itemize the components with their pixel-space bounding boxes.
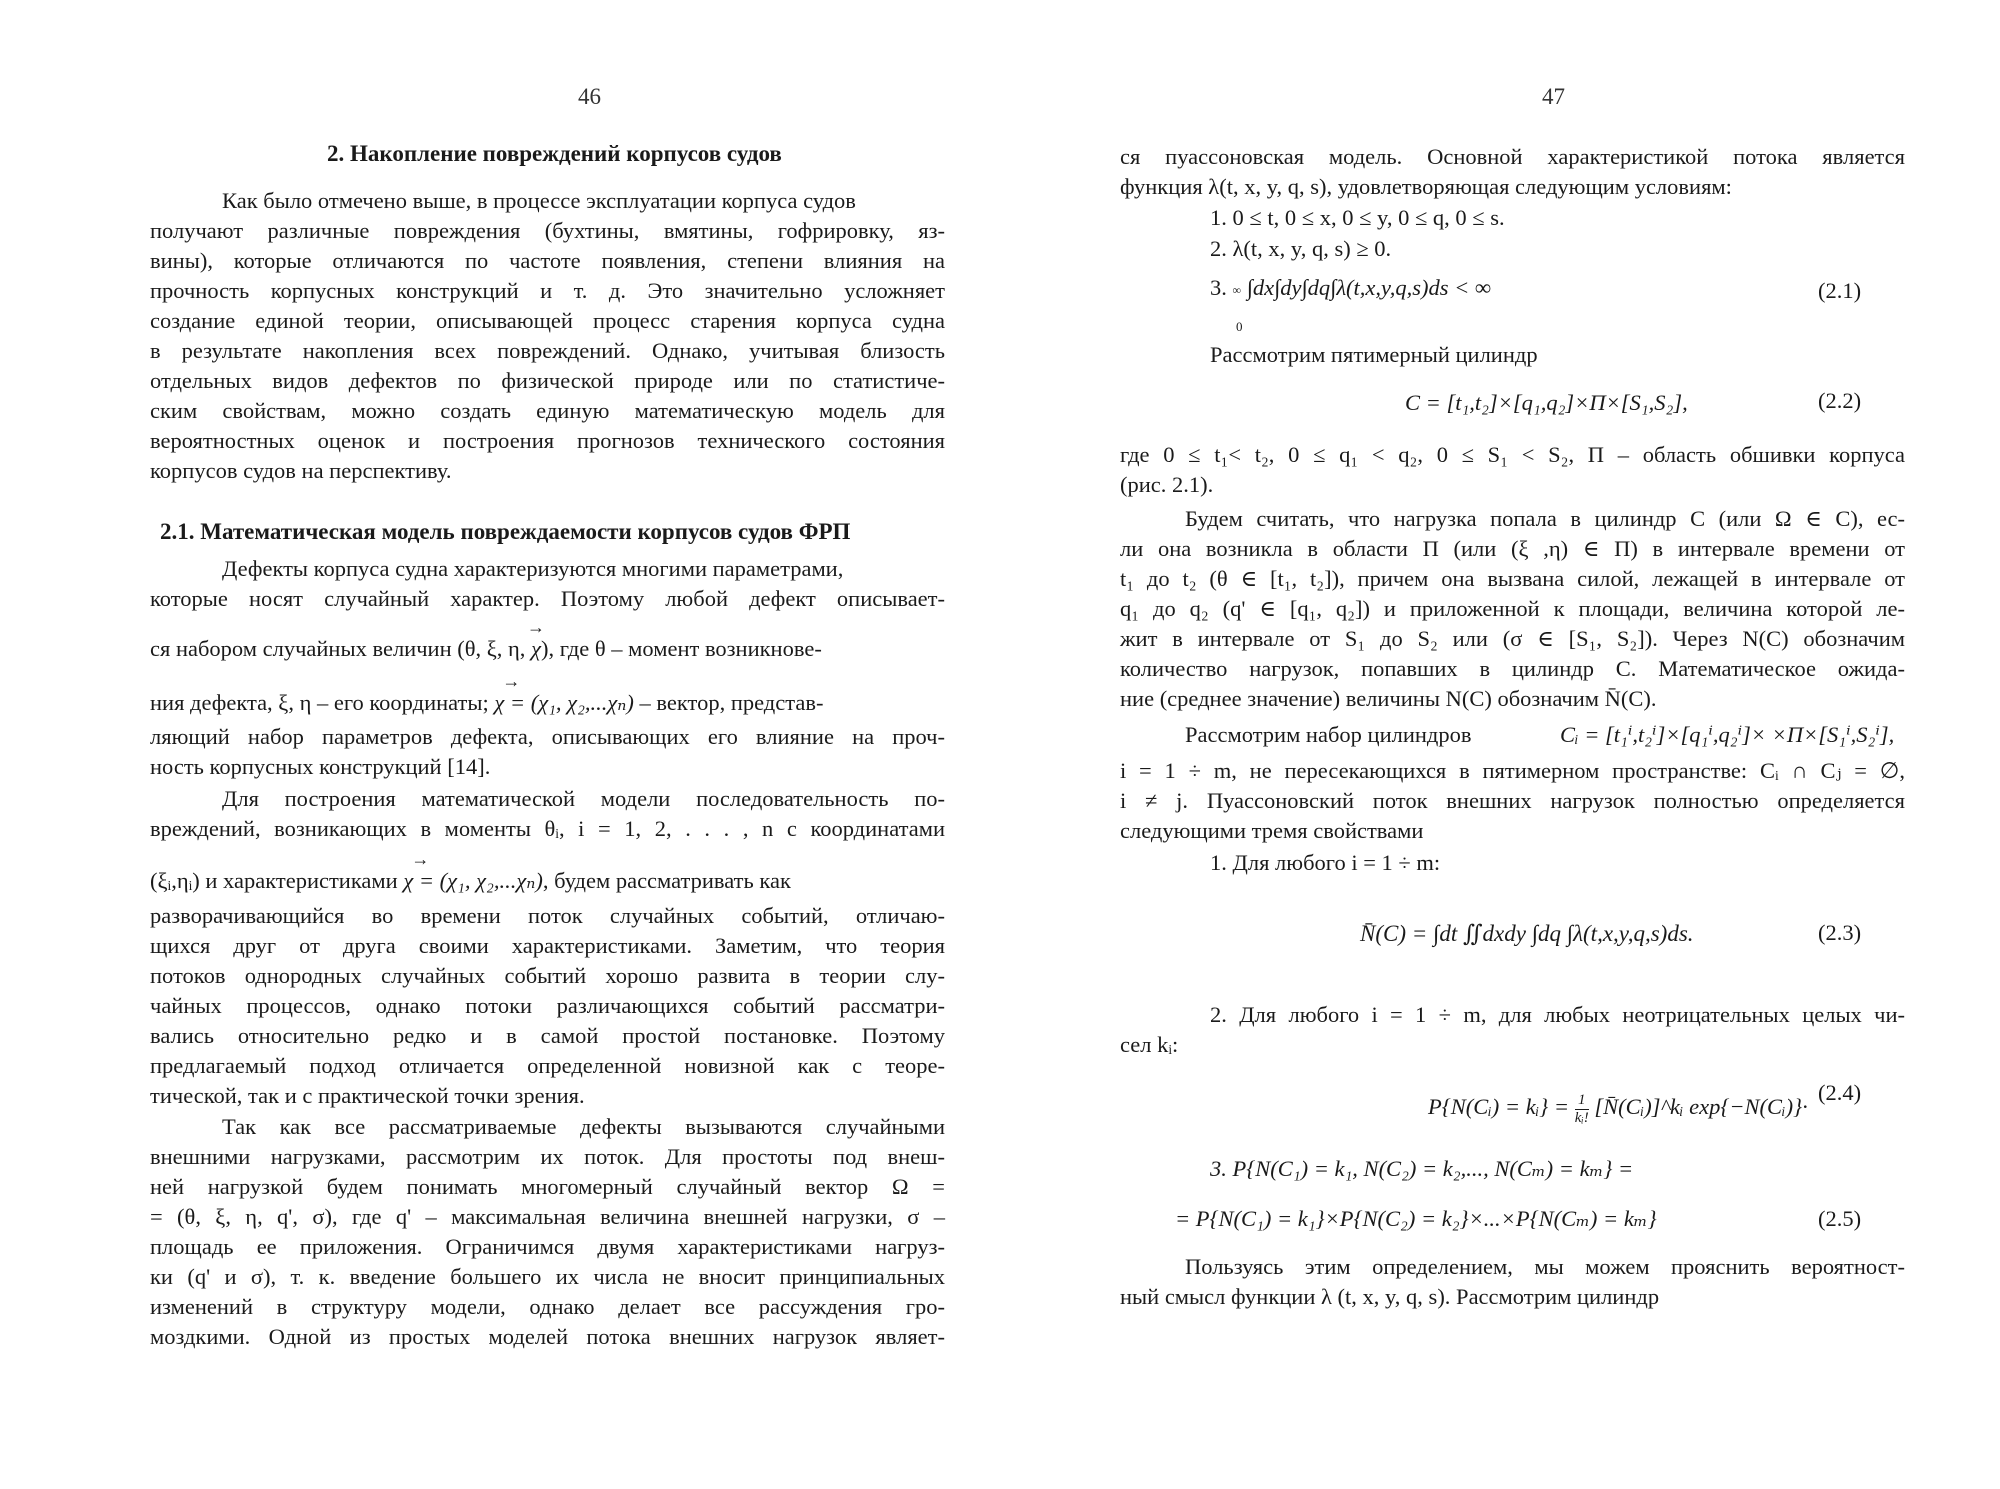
text-line: 2. Для любого i = 1 ÷ m, для любых неотрицательных целых чи- xyxy=(1210,1002,1905,1027)
right-page xyxy=(1000,0,2000,1489)
text-line: вались относительно редко и в самой простой постановке. Поэтому xyxy=(150,1023,945,1048)
text-line: ние (среднее значение) величины N(C) обозначим N̄(C). xyxy=(1120,686,1657,711)
text-line: ния дефекта, ξ, η – его координаты; → χ = (χ₁, χ₂,...χₙ) – вектор, представ- xyxy=(150,671,824,715)
text-line: щихся друг от друга своими характеристиками. Заметим, что теория xyxy=(150,933,945,958)
text-line: жит в интервале от S₁ до S₂ или (σ ∈ [S₁, S₂]). Через N(C) обозначим xyxy=(1120,626,1905,651)
text-line: (ξᵢ,ηᵢ) и характеристиками → χ = (χ₁, χ₂,...χₙ), будем рассматривать как xyxy=(150,849,791,893)
text-line: количество нагрузок, попавших в цилиндр C. Математическое ожида- xyxy=(1120,656,1905,681)
text-line: Рассмотрим набор цилиндров xyxy=(1185,722,1472,747)
text-line: тической, так и с практической точки зрения. xyxy=(150,1083,585,1108)
text-line: ли она возникла в области Π (или (ξ ,η) ∈ Π) в интервале времени от xyxy=(1120,536,1905,561)
equation-2-4: P{N(Cᵢ) = kᵢ} = $\frac{1}{\text{kᵢ!}}$ [N̄(Cᵢ)]^kᵢ exp{−N(Cᵢ)}· xyxy=(1428,1092,1808,1126)
text-line: создание единой теории, описывающей процесс старения корпуса судна xyxy=(150,308,945,333)
chi-vector-definition: → χ = (χ₁, χ₂,...χₙ) xyxy=(403,849,543,893)
text-line: изменений в структуру модели, однако делает все рассуждения гро- xyxy=(150,1294,945,1319)
text-line: где 0 ≤ t₁< t₂, 0 ≤ q₁ < q₂, 0 ≤ S₁ < S₂, Π – область обшивки корпуса xyxy=(1120,442,1905,467)
equation-number: (2.5) xyxy=(1818,1206,1862,1231)
equation-number: (2.3) xyxy=(1818,920,1862,945)
equation-number: (2.4) xyxy=(1818,1080,1862,1105)
text-line: потоков однородных случайных событий хорошо развита в теории слу- xyxy=(150,963,945,988)
integral-lower-limits: 0 xyxy=(1236,319,1243,334)
equation-number: (2.2) xyxy=(1818,388,1862,413)
text-line: отдельных видов дефектов по физической природе или по статистиче- xyxy=(150,368,945,393)
text-line: i ≠ j. Пуассоновский поток внешних нагрузок полностью определяется xyxy=(1120,788,1905,813)
property-3-line-2: = P{N(C₁) = k₁}×P{N(C₂) = k₂}×...×P{N(Cₘ) = kₘ} xyxy=(1175,1206,1657,1231)
text-line: вероятностных оценок и построения прогнозов технического состояния xyxy=(150,428,945,453)
text-line: Пользуясь этим определением, мы можем прояснить вероятност- xyxy=(1185,1254,1905,1279)
text-line: Так как все рассматриваемые дефекты вызываются случайными xyxy=(222,1114,945,1139)
equation-2-3: N̄(C) = ∫dt ∬dxdy ∫dq ∫λ(t,x,y,q,s)ds. xyxy=(1360,921,1694,946)
page-number: 46 xyxy=(578,84,601,109)
text-line: которые носят случайный характер. Поэтому любой дефект описывает- xyxy=(150,586,945,611)
text-line: Рассмотрим пятимерный цилиндр xyxy=(1210,342,1538,367)
text-line: площадь ее приложения. Ограничимся двумя характеристиками нагруз- xyxy=(150,1234,945,1259)
text-line: сел kᵢ: xyxy=(1120,1032,1179,1057)
text-line: функция λ(t, x, y, q, s), удовлетворяющая следующим условиям: xyxy=(1120,174,1732,199)
text-line: Дефекты корпуса судна характеризуются многими параметрами, xyxy=(222,556,844,581)
text-line: Для построения математической модели последовательность по- xyxy=(222,786,945,811)
equation-number: (2.1) xyxy=(1818,278,1862,303)
text-line: Как было отмечено выше, в процессе эксплуатации корпуса судов xyxy=(222,188,856,213)
text-line: ней нагрузкой будем понимать многомерный случайный вектор Ω = xyxy=(150,1174,945,1199)
cylinder-formula: C = [t₁,t₂]×[q₁,q₂]×Π×[S₁,S₂], xyxy=(1405,390,1688,415)
condition-3-formula: ∫dx∫dy∫dq∫λ(t,x,y,q,s)ds < ∞ xyxy=(1246,275,1492,300)
property-3-line-1: 3. P{N(C₁) = k₁, N(C₂) = k₂,..., N(Cₘ) = kₘ} = xyxy=(1210,1156,1634,1181)
text-line: ляющий набор параметров дефекта, описывающих его влияние на проч- xyxy=(150,724,945,749)
property-1: 1. Для любого i = 1 ÷ m: xyxy=(1210,850,1441,875)
text-line: (рис. 2.1). xyxy=(1120,472,1214,497)
condition-1: 1. 0 ≤ t, 0 ≤ x, 0 ≤ y, 0 ≤ q, 0 ≤ s. xyxy=(1210,205,1505,230)
text-line: предлагаемый подход отличается определенной новизной как с теоре- xyxy=(150,1053,945,1078)
text-line: i = 1 ÷ m, не пересекающихся в пятимерном пространстве: Cᵢ ∩ Cⱼ = ∅, xyxy=(1120,758,1905,783)
cylinder-set-formula: Cᵢ = [t₁ⁱ,t₂ⁱ]×[q₁ⁱ,q₂ⁱ]× ×Π×[S₁ⁱ,S₂ⁱ], xyxy=(1560,722,1895,747)
text-line: следующими тремя свойствами xyxy=(1120,818,1424,843)
text-line: разворачивающийся во времени поток случайных событий, отличаю- xyxy=(150,903,945,928)
subsection-title: 2.1. Математическая модель повреждаемости корпусов судов ФРП xyxy=(160,519,851,544)
text-line: q₁ до q₂ (q' ∈ [q₁, q₂]) и приложенной к площади, величина которой ле- xyxy=(1120,596,1905,621)
text-line: ность корпусных конструкций [14]. xyxy=(150,754,491,779)
text-line: t₁ до t₂ (θ ∈ [t₁, t₂]), причем она вызвана силой, лежащей в интервале от xyxy=(1120,566,1905,591)
text-line: Будем считать, что нагрузка попала в цилиндр C (или Ω ∈ C), ес- xyxy=(1185,506,1905,531)
text-line: в результате накопления всех повреждений. Однако, учитывая близость xyxy=(150,338,945,363)
text-line: получают различные повреждения (бухтины, вмятины, гофрировку, яз- xyxy=(150,218,945,243)
text-line: корпусов судов на перспективу. xyxy=(150,458,452,483)
section-title: 2. Накопление повреждений корпусов судов xyxy=(327,141,782,166)
text-line: вины), которые отличаются по частоте появления, степени влияния на xyxy=(150,248,945,273)
text-line: ся набором случайных величин (θ, ξ, η, → χ), где θ – момент возникнове- xyxy=(150,617,822,661)
text-line: ся пуассоновская модель. Основной характеристикой потока является xyxy=(1120,144,1905,169)
condition-2: 2. λ(t, x, y, q, s) ≥ 0. xyxy=(1210,236,1392,261)
text-line: вреждений, возникающих в моменты θᵢ, i = 1, 2, . . . , n с координатами xyxy=(150,816,945,841)
integral-limits: ∞ xyxy=(1232,282,1242,297)
text-line: прочность корпусных конструкций и т. д. Это значительно усложняет xyxy=(150,278,945,303)
text-line: ки (q' и σ), т. к. введение большего их числа не вносит принципиальных xyxy=(150,1264,945,1289)
text-line: = (θ, ξ, η, q', σ), где q' – максимальная величина внешней нагрузки, σ – xyxy=(150,1204,945,1229)
text-line: ный смысл функции λ (t, x, y, q, s). Рассмотрим цилиндр xyxy=(1120,1284,1660,1309)
chi-vector-symbol: → χ xyxy=(527,617,546,661)
chi-vector-definition: → χ = (χ₁, χ₂,...χₙ) xyxy=(494,671,634,715)
text-line: внешними нагрузками, рассмотрим их поток. Для простоты под внеш- xyxy=(150,1144,945,1169)
page-number: 47 xyxy=(1542,84,1565,109)
text-line: ским свойствам, можно создать единую математическую модель для xyxy=(150,398,945,423)
fraction: $\frac{1}{\text{kᵢ!}}$ xyxy=(1574,1092,1589,1126)
condition-3: 3. ∞ ∫dx∫dy∫dq∫λ(t,x,y,q,s)ds < ∞ xyxy=(1210,275,1492,300)
text-line: моздкими. Одной из простых моделей потока внешних нагрузок являет- xyxy=(150,1324,945,1349)
text-line: чайных процессов, однако потоки различающихся событий рассматри- xyxy=(150,993,945,1018)
